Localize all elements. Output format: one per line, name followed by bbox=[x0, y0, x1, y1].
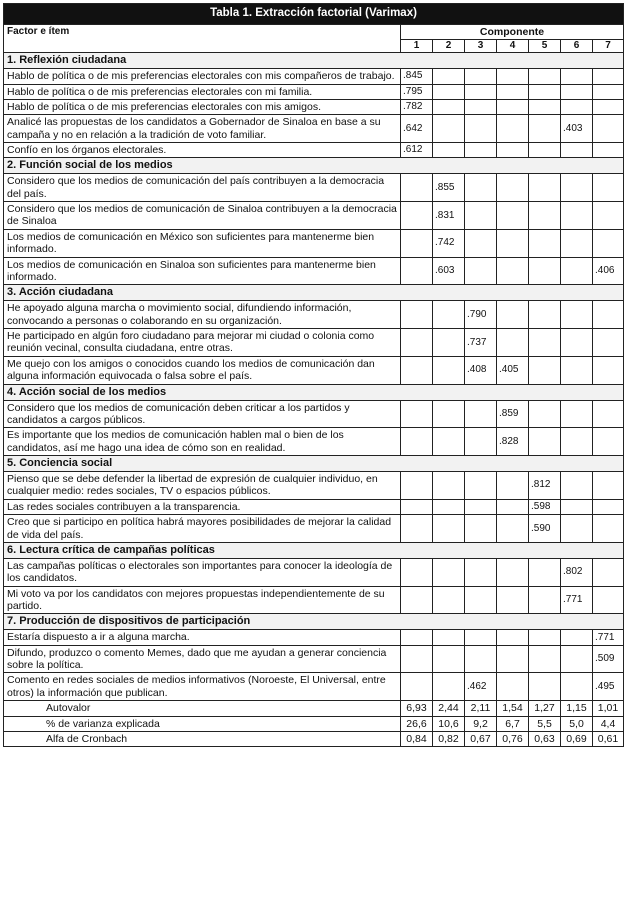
loading-cell: .831 bbox=[433, 202, 465, 230]
loading-cell bbox=[593, 356, 624, 384]
loading-cell bbox=[561, 630, 593, 645]
component-number-7: 7 bbox=[593, 40, 624, 53]
loading-cell: .771 bbox=[593, 630, 624, 645]
item-text: Considero que los medios de comunicación deben criticar a los partidos y candidatos a cargos públicos. bbox=[4, 400, 401, 428]
loading-cell: .742 bbox=[433, 229, 465, 257]
loading-cell bbox=[529, 174, 561, 202]
loading-cell bbox=[401, 586, 433, 614]
loading-cell bbox=[593, 99, 624, 114]
loading-cell bbox=[401, 428, 433, 456]
stat-value-cell: 5,5 bbox=[529, 716, 561, 731]
stat-value-cell: 10,6 bbox=[433, 716, 465, 731]
table-row bbox=[4, 586, 624, 614]
loading-cell bbox=[465, 143, 497, 158]
loading-cell: .812 bbox=[529, 472, 561, 500]
loading-cell bbox=[401, 174, 433, 202]
item-text: Comento en redes sociales de medios informativos (Noroeste, El Universal, entre otros) la información que publican. bbox=[4, 673, 401, 701]
loading-cell bbox=[561, 356, 593, 384]
loading-cell: .408 bbox=[465, 356, 497, 384]
stat-value-cell: 1,01 bbox=[593, 701, 624, 716]
table-row bbox=[4, 202, 624, 230]
item-text: Los medios de comunicación en México son suficientes para mantenerme bien informado. bbox=[4, 229, 401, 257]
stat-row bbox=[4, 701, 624, 716]
loading-cell bbox=[465, 586, 497, 614]
stat-value-cell: 9,2 bbox=[465, 716, 497, 731]
stat-value-cell: 0,84 bbox=[401, 731, 433, 746]
loading-cell bbox=[561, 301, 593, 329]
loading-cell bbox=[433, 69, 465, 84]
loading-cell bbox=[561, 84, 593, 99]
loading-cell bbox=[561, 499, 593, 514]
section-title: 3. Acción ciudadana bbox=[4, 285, 624, 301]
loading-cell bbox=[433, 84, 465, 99]
loading-cell bbox=[465, 229, 497, 257]
section-title: 1. Reflexión ciudadana bbox=[4, 53, 624, 69]
loading-cell bbox=[561, 174, 593, 202]
loading-cell: .406 bbox=[593, 257, 624, 285]
loading-cell bbox=[593, 115, 624, 143]
loading-cell bbox=[561, 673, 593, 701]
loading-cell bbox=[401, 630, 433, 645]
loading-cell bbox=[593, 400, 624, 428]
loading-cell: .495 bbox=[593, 673, 624, 701]
stat-value-cell: 0,76 bbox=[497, 731, 529, 746]
table-row bbox=[4, 84, 624, 99]
table-title: Tabla 1. Extracción factorial (Varimax) bbox=[4, 4, 624, 25]
item-text: Los medios de comunicación en Sinaloa son suficientes para mantenerme bien informado. bbox=[4, 257, 401, 285]
loading-cell bbox=[465, 400, 497, 428]
component-number-6: 6 bbox=[561, 40, 593, 53]
loading-cell bbox=[529, 356, 561, 384]
loading-cell: .795 bbox=[401, 84, 433, 99]
loading-cell bbox=[561, 515, 593, 543]
stat-label: % de varianza explicada bbox=[4, 716, 401, 731]
stat-value-cell: 0,63 bbox=[529, 731, 561, 746]
loading-cell: .462 bbox=[465, 673, 497, 701]
loading-cell bbox=[401, 673, 433, 701]
loading-cell bbox=[561, 400, 593, 428]
loading-cell bbox=[561, 645, 593, 673]
loading-cell bbox=[529, 673, 561, 701]
table-row bbox=[4, 472, 624, 500]
item-text: Considero que los medios de comunicación de Sinaloa contribuyen a la democracia de Sinaloa bbox=[4, 202, 401, 230]
loading-cell bbox=[529, 586, 561, 614]
loading-cell bbox=[529, 329, 561, 357]
item-text: Me quejo con los amigos o conocidos cuando los medios de comunicación dan alguna información equivocada o falsa sobre el país. bbox=[4, 356, 401, 384]
loading-cell bbox=[529, 558, 561, 586]
loading-cell bbox=[497, 69, 529, 84]
loading-cell bbox=[497, 630, 529, 645]
table-row bbox=[4, 69, 624, 84]
table-row bbox=[4, 257, 624, 285]
loading-cell bbox=[561, 202, 593, 230]
loading-cell bbox=[561, 329, 593, 357]
loading-cell bbox=[433, 143, 465, 158]
item-text: Hablo de política o de mis preferencias electorales con mi familia. bbox=[4, 84, 401, 99]
section-title: 6. Lectura crítica de campañas políticas bbox=[4, 542, 624, 558]
table-row bbox=[4, 645, 624, 673]
stat-value-cell: 2,11 bbox=[465, 701, 497, 716]
section-row bbox=[4, 285, 624, 301]
item-text: Considero que los medios de comunicación del país contribuyen a la democracia del país. bbox=[4, 174, 401, 202]
section-row bbox=[4, 53, 624, 69]
loading-cell bbox=[529, 428, 561, 456]
loading-cell bbox=[593, 202, 624, 230]
loading-cell bbox=[593, 586, 624, 614]
loading-cell bbox=[497, 115, 529, 143]
loading-cell bbox=[497, 645, 529, 673]
table-row bbox=[4, 229, 624, 257]
loading-cell bbox=[433, 115, 465, 143]
stat-value-cell: 0,82 bbox=[433, 731, 465, 746]
loading-cell bbox=[497, 499, 529, 514]
loading-cell bbox=[529, 257, 561, 285]
loading-cell bbox=[433, 673, 465, 701]
loading-cell bbox=[433, 428, 465, 456]
loading-cell: .845 bbox=[401, 69, 433, 84]
stat-value-cell: 4,4 bbox=[593, 716, 624, 731]
loading-cell bbox=[593, 428, 624, 456]
loading-cell: .828 bbox=[497, 428, 529, 456]
loading-cell: .612 bbox=[401, 143, 433, 158]
factor-extraction-table bbox=[3, 3, 624, 747]
loading-cell bbox=[593, 499, 624, 514]
loading-cell bbox=[497, 84, 529, 99]
loading-cell bbox=[529, 202, 561, 230]
loading-cell bbox=[401, 645, 433, 673]
loading-cell bbox=[529, 143, 561, 158]
loading-cell: .737 bbox=[465, 329, 497, 357]
loading-cell bbox=[593, 558, 624, 586]
stat-value-cell: 0,67 bbox=[465, 731, 497, 746]
loading-cell: .855 bbox=[433, 174, 465, 202]
loading-cell bbox=[433, 586, 465, 614]
loading-cell bbox=[401, 202, 433, 230]
loading-cell bbox=[561, 143, 593, 158]
item-text: Analicé las propuestas de los candidatos a Gobernador de Sinaloa en base a su campaña y no en relación a la tradición de voto familiar. bbox=[4, 115, 401, 143]
stat-value-cell: 0,69 bbox=[561, 731, 593, 746]
loading-cell bbox=[401, 499, 433, 514]
loading-cell bbox=[433, 329, 465, 357]
stat-value-cell: 1,54 bbox=[497, 701, 529, 716]
loading-cell bbox=[401, 558, 433, 586]
item-text: Hablo de política o de mis preferencias electorales con mis compañeros de trabajo. bbox=[4, 69, 401, 84]
table-row bbox=[4, 428, 624, 456]
loading-cell bbox=[497, 143, 529, 158]
stat-value-cell: 26,6 bbox=[401, 716, 433, 731]
table-row bbox=[4, 115, 624, 143]
component-number-3: 3 bbox=[465, 40, 497, 53]
item-text: Estaría dispuesto a ir a alguna marcha. bbox=[4, 630, 401, 645]
stat-value-cell: 6,7 bbox=[497, 716, 529, 731]
loading-cell bbox=[497, 586, 529, 614]
component-number-1: 1 bbox=[401, 40, 433, 53]
loading-cell bbox=[465, 174, 497, 202]
loading-cell bbox=[593, 69, 624, 84]
section-row bbox=[4, 456, 624, 472]
loading-cell bbox=[497, 229, 529, 257]
loading-cell bbox=[561, 257, 593, 285]
loading-cell bbox=[433, 558, 465, 586]
loading-cell bbox=[497, 257, 529, 285]
loading-cell bbox=[433, 400, 465, 428]
item-text: He apoyado alguna marcha o movimiento social, difundiendo información, convocando a personas o colaborando en su organización. bbox=[4, 301, 401, 329]
section-row bbox=[4, 542, 624, 558]
loading-cell bbox=[497, 558, 529, 586]
loading-cell bbox=[401, 472, 433, 500]
loading-cell bbox=[465, 630, 497, 645]
loading-cell bbox=[465, 115, 497, 143]
loading-cell bbox=[401, 229, 433, 257]
component-number-5: 5 bbox=[529, 40, 561, 53]
item-text: Las redes sociales contribuyen a la transparencia. bbox=[4, 499, 401, 514]
loading-cell bbox=[497, 673, 529, 701]
component-number-2: 2 bbox=[433, 40, 465, 53]
item-text: Mi voto va por los candidatos con mejores propuestas independientemente de su partido. bbox=[4, 586, 401, 614]
loading-cell bbox=[497, 329, 529, 357]
loading-cell bbox=[401, 329, 433, 357]
loading-cell bbox=[401, 400, 433, 428]
loading-cell bbox=[593, 174, 624, 202]
table-row bbox=[4, 515, 624, 543]
loading-cell bbox=[465, 257, 497, 285]
loading-cell bbox=[593, 329, 624, 357]
item-text: Creo que si participo en política habrá mayores posibilidades de mejorar la calidad de vida del país. bbox=[4, 515, 401, 543]
table-row bbox=[4, 99, 624, 114]
loading-cell bbox=[433, 99, 465, 114]
loading-cell bbox=[433, 515, 465, 543]
section-title: 4. Acción social de los medios bbox=[4, 384, 624, 400]
stat-value-cell: 0,61 bbox=[593, 731, 624, 746]
loading-cell bbox=[401, 301, 433, 329]
item-text: Es importante que los medios de comunicación hablen mal o bien de los candidatos, así me hago una idea de cómo son en realidad. bbox=[4, 428, 401, 456]
table-row bbox=[4, 630, 624, 645]
section-title: 5. Conciencia social bbox=[4, 456, 624, 472]
table-row bbox=[4, 143, 624, 158]
loading-cell bbox=[401, 257, 433, 285]
loading-cell: .405 bbox=[497, 356, 529, 384]
loading-cell: .771 bbox=[561, 586, 593, 614]
loading-cell bbox=[497, 174, 529, 202]
table-row bbox=[4, 558, 624, 586]
loading-cell: .802 bbox=[561, 558, 593, 586]
item-text: Las campañas políticas o electorales son importantes para conocer la ideología de los candidatos. bbox=[4, 558, 401, 586]
section-title: 2. Función social de los medios bbox=[4, 158, 624, 174]
table-row bbox=[4, 400, 624, 428]
loading-cell: .642 bbox=[401, 115, 433, 143]
loading-cell bbox=[529, 301, 561, 329]
loading-cell: .782 bbox=[401, 99, 433, 114]
loading-cell bbox=[561, 229, 593, 257]
loading-cell bbox=[529, 645, 561, 673]
loading-cell bbox=[593, 229, 624, 257]
section-row bbox=[4, 384, 624, 400]
loading-cell bbox=[465, 69, 497, 84]
loading-cell bbox=[465, 84, 497, 99]
loading-cell bbox=[465, 558, 497, 586]
loading-cell bbox=[465, 515, 497, 543]
componente-header: Componente bbox=[401, 25, 624, 40]
item-text: Confío en los órganos electorales. bbox=[4, 143, 401, 158]
stat-value-cell: 2,44 bbox=[433, 701, 465, 716]
loading-cell bbox=[561, 99, 593, 114]
loading-cell: .403 bbox=[561, 115, 593, 143]
loading-cell bbox=[401, 515, 433, 543]
loading-cell bbox=[465, 99, 497, 114]
loading-cell bbox=[561, 472, 593, 500]
item-text: Pienso que se debe defender la libertad de expresión de cualquier individuo, en cualquier medio: redes sociales, TV o espacios públicos. bbox=[4, 472, 401, 500]
loading-cell bbox=[433, 499, 465, 514]
component-number-4: 4 bbox=[497, 40, 529, 53]
loading-cell bbox=[465, 499, 497, 514]
item-text: Hablo de política o de mis preferencias electorales con mis amigos. bbox=[4, 99, 401, 114]
loading-cell bbox=[529, 229, 561, 257]
loading-cell bbox=[401, 356, 433, 384]
loading-cell bbox=[593, 472, 624, 500]
table-row bbox=[4, 673, 624, 701]
loading-cell: .590 bbox=[529, 515, 561, 543]
loading-cell bbox=[593, 84, 624, 99]
loading-cell bbox=[433, 645, 465, 673]
loading-cell bbox=[593, 301, 624, 329]
loading-cell: .859 bbox=[497, 400, 529, 428]
loading-cell bbox=[465, 428, 497, 456]
loading-cell bbox=[529, 84, 561, 99]
stat-label: Alfa de Cronbach bbox=[4, 731, 401, 746]
loading-cell: .603 bbox=[433, 257, 465, 285]
stat-value-cell: 6,93 bbox=[401, 701, 433, 716]
loading-cell bbox=[497, 99, 529, 114]
loading-cell bbox=[433, 356, 465, 384]
table-row bbox=[4, 356, 624, 384]
loading-cell bbox=[529, 99, 561, 114]
table-row bbox=[4, 301, 624, 329]
table-row bbox=[4, 329, 624, 357]
stat-value-cell: 5,0 bbox=[561, 716, 593, 731]
loading-cell bbox=[433, 630, 465, 645]
stat-row bbox=[4, 731, 624, 746]
loading-cell bbox=[497, 515, 529, 543]
table-row bbox=[4, 499, 624, 514]
loading-cell bbox=[529, 69, 561, 84]
loading-cell bbox=[465, 472, 497, 500]
loading-cell bbox=[561, 69, 593, 84]
loading-cell bbox=[529, 400, 561, 428]
factor-table-container bbox=[3, 3, 623, 747]
item-text: Difundo, produzco o comento Memes, dado que me ayudan a generar conciencia sobre la política. bbox=[4, 645, 401, 673]
loading-cell bbox=[593, 143, 624, 158]
loading-cell bbox=[497, 472, 529, 500]
item-text: He participado en algún foro ciudadano para mejorar mi ciudad o colonia como reunión vecinal, consulta ciudadana, entre otras. bbox=[4, 329, 401, 357]
stat-value-cell: 1,15 bbox=[561, 701, 593, 716]
loading-cell bbox=[497, 202, 529, 230]
table-row bbox=[4, 174, 624, 202]
loading-cell bbox=[465, 202, 497, 230]
stat-row bbox=[4, 716, 624, 731]
loading-cell bbox=[433, 472, 465, 500]
section-row bbox=[4, 158, 624, 174]
loading-cell: .509 bbox=[593, 645, 624, 673]
loading-cell bbox=[433, 301, 465, 329]
section-row bbox=[4, 614, 624, 630]
stat-label: Autovalor bbox=[4, 701, 401, 716]
loading-cell bbox=[593, 515, 624, 543]
loading-cell bbox=[497, 301, 529, 329]
section-title: 7. Producción de dispositivos de participación bbox=[4, 614, 624, 630]
loading-cell bbox=[561, 428, 593, 456]
loading-cell bbox=[465, 645, 497, 673]
loading-cell: .598 bbox=[529, 499, 561, 514]
factor-item-header: Factor e ítem bbox=[4, 25, 401, 53]
loading-cell bbox=[529, 115, 561, 143]
loading-cell bbox=[529, 630, 561, 645]
loading-cell: .790 bbox=[465, 301, 497, 329]
stat-value-cell: 1,27 bbox=[529, 701, 561, 716]
